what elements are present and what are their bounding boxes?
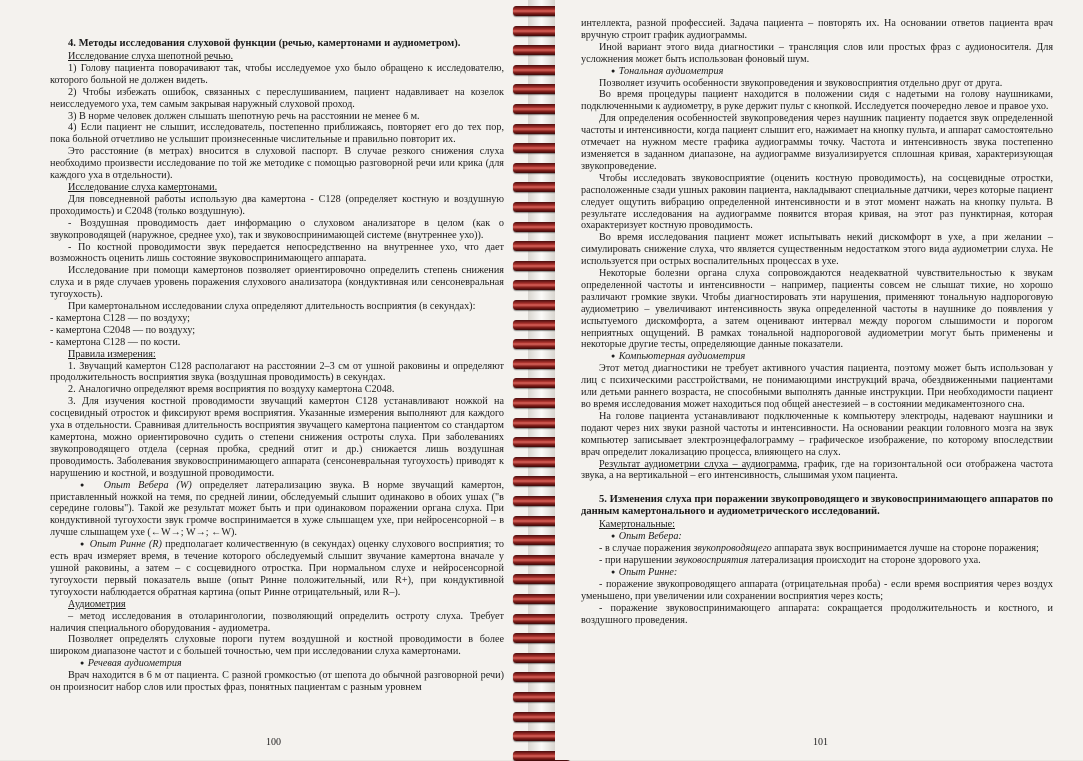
weber-text: определяет латерализацию звука. В норме звучащий камертон, приставленный ножкой на темя, по средней линии, обследуемый слышит одинаково в обоих ушах ("в середине головы"). Такой же результат может быть и при одинаковом поражении органа слуха. При кондуктивной тугоухости звук громче воспринимается в хуже слышащем ухе, при нейросенсорной – в лучше слышащем ухе (←W→; W→; ←W). <box>50 479 504 539</box>
left-page-text <box>50 38 504 694</box>
result-text: , график, где на горизонтальной оси отображена частота звука, а на вертикальной – его интенсивность, слышимая ухом пациента. <box>581 458 1054 482</box>
paragraph: – метод исследования в отоларингологии, позволяющий определить остроту слуха. Требует наличия специального оборудования - аудиометра. <box>50 610 504 634</box>
paragraph: Позволяет определять слуховые пороги путем воздушной и костной проводимости в более широком диапазоне частот и с большей точностью, чем при исследовании слуха камертонами. <box>50 634 504 658</box>
paragraph: - Воздушная проводимость дает информацию о слуховом анализаторе в целом (как о звукопроводящей (наружное, среднее ухо), так и звуковоспринимающей системе (внутреннее ухо)). <box>50 217 504 241</box>
paragraph: - поражение звуковоспринимающего аппарата: сокращается продолжительность и костного, и воздушного проведения. <box>581 602 1053 626</box>
computer-label: Компьютерная аудиометрия <box>618 351 746 363</box>
paragraph: Исследование при помощи камертонов позволяет ориентировочно определить степень снижения слуха и в ряде случаев уровень поражения слухового анализатора (кондуктивная или сенсоневральная тугоухость). <box>50 265 504 301</box>
right-page <box>555 0 1083 760</box>
text-part: - в случае поражения <box>599 543 694 555</box>
heading-section-4: 4. Методы исследования слуховой функции (речью, камертонами и аудиометром). <box>68 38 461 49</box>
bullet-rinne-right <box>581 567 1053 579</box>
weber-label-right: Опыт Вебера: <box>618 531 682 543</box>
text-part-em: звукопроводящего <box>693 543 772 555</box>
subheading-audiometry: Аудиометрия <box>68 598 126 610</box>
paragraph: 3. Для изучения костной проводимости звучащий камертон С128 устанавливают ножкой на сосцевидный отросток и фиксируют время восприятия. Указанные измерения выполняют для каждого уха в отдельности. Сравнивая длительность восприятия звучащего камертона пациентом со стандартом камертона, можно ориентировочно судить о степени снижения остроты слуха. При заболеваниях звукопроводящего отдела (серная пробка, средний отит и др.) снижается лишь воздушная проводимость. Заболевания звуковоспринимающего аппарата (сенсоневральная тугоухость) приводят к нарушению и костной, и воздушной проводимости. <box>50 396 504 479</box>
rinne-label: Опыт Ринне (R) <box>89 539 162 551</box>
tonal-label: Тональная аудиометрия <box>618 65 724 77</box>
list-item: - камертона С2048 — по воздуху; <box>50 324 196 336</box>
speech-label: Речевая аудиометрия <box>87 658 182 670</box>
paragraph: 2. Аналогично определяют время восприятия по воздуху камертона С2048. <box>68 384 395 396</box>
paragraph: 3) В норме человек должен слышать шепотную речь на расстоянии не менее 6 м. <box>68 110 420 122</box>
weber-label: Опыт Вебера (W) <box>103 479 192 491</box>
spiral-binding <box>528 0 555 760</box>
paragraph: Во время исследования пациент может испытывать некий дискомфорт в ухе, а при желании – симулировать снижение слуха, что является существенным недостатком этого вида аудиометрии слуха. Не используется при острых воспалительных процессах в ухе. <box>581 232 1053 268</box>
paragraph: Этот метод диагностики не требует активного участия пациента, поэтому может быть использован у лиц с психическими расстройствами, не понимающими инструкций врача, обездвиженными пациентами или детьми раннего возраста, не способными выполнять данные инструкции. При необходимости пациент во время исследования может находиться под общей анестезией – в состоянии медикаментозного сна. <box>581 363 1053 410</box>
page-number-right: 101 <box>813 737 828 748</box>
paragraph: При камертональном исследовании слуха определяют длительность восприятия (в секундах): <box>68 301 476 313</box>
bullet-weber <box>50 480 504 540</box>
paragraph-result <box>581 459 1053 483</box>
text-part-em: звуковосприятия <box>674 555 749 567</box>
text-part: аппарата звук воспринимается лучше на стороне поражения; <box>771 543 1039 555</box>
subheading-rules: Правила измерения: <box>68 348 156 360</box>
right-page-text <box>581 18 1053 627</box>
subheading-kamer: Камертональные: <box>599 519 675 531</box>
paragraph: Иной вариант этого вида диагностики – трансляция слов или простых фраз с аудионосителя. Для усложнения может быть использован фоновый шум. <box>581 41 1053 65</box>
heading-section-5: 5. Изменения слуха при поражении звукопроводящего и звуковоспринимающего аппаратов по данным камертонального и аудиометрического исследований. <box>581 494 1053 518</box>
bullet-rinne <box>50 539 504 599</box>
bullet-tonal <box>581 66 1053 78</box>
paragraph: На голове пациента устанавливают подключенные к компьютеру электроды, надевают наушники и подают через них звуки разной частоты и интенсивности. На основании реакции головного мозга на звук компьютер записывает электроэнцефалограмму – графическое изображение, по которому впоследствии врач определит локализацию процесса, влияющего на слух. <box>581 410 1053 458</box>
paragraph: Некоторые болезни органа слуха сопровождаются неадекватной чувствительностью к звукам определенной частоты и интенсивности – например, пациенты совсем не слышат тихие, но хорошо различают громкие звуки. Чтобы диагностировать эти нарушения, применяют тональную надпороговую аудиометрию – увеличивают интенсивность звука определенной частоты в наушнике до появления у испытуемого дискомфорта, а затем оценивают интервал между порогом слышимости и порогом неприятных ощущений. В рамках тональной надпороговой аудиометрии могут быть применены и некоторые другие тесты, определяющие данные показатели. <box>581 268 1053 351</box>
paragraph: - поражение звукопроводящего аппарата (отрицательная проба) - если время восприятия через воздух уменьшено, при увеличении или сохранении восприятия через кость; <box>581 578 1053 602</box>
rinne-label-right: Опыт Ринне: <box>618 566 678 578</box>
paragraph: Для определения особенностей звукопроведения через наушник пациенту подается звук определенной частоты и интенсивности, когда пациент слышит его, нажимает на кнопку пульта, и аппарат самостоятельно отмечает на нужном месте графика аудиограммы точку. Частота и интенсивность звука постепенно изменяется в заданном диапазоне, на аудиограмме визуализируется сплошная кривая, характеризующая звукопроведение. <box>581 113 1053 172</box>
paragraph: Это расстояние (в метрах) вносится в слуховой паспорт. В случае резкого снижения слуха необходимо произвести исследование по той же методике с помощью разговорной речи или крика (для каждого уха в отдельности). <box>50 146 504 182</box>
paragraph: Чтобы исследовать звуковосприятие (оценить костную проводимость), на сосцевидные отростки, расположенные сзади ушных раковин пациента, накладывают специальные датчики, через которые пациент следует ощутить вибрацию определенной интенсивности и в этот момент нажать на кнопку пульта. В результате исследования на аудиограмме появится вторая кривая, на этот раз пунктирная, которая охарактеризует костную проводимость. <box>581 172 1053 232</box>
paragraph: - По костной проводимости звук передается непосредственно на внутреннее ухо, что дает возможность оценить лишь состояние звуковоспринимающего аппарата. <box>50 241 504 265</box>
page-number-left: 100 <box>266 737 281 748</box>
paragraph: интеллекта, разной профессией. Задача пациента – повторять их. На основании ответов пациента врач вручную строит график аудиограммы. <box>581 18 1053 41</box>
subheading-tuning-fork: Исследование слуха камертонами. <box>68 181 218 193</box>
subheading-whisper: Исследование слуха шепотной речью. <box>68 51 234 62</box>
text-part: латерализация происходит на стороне здорового уха. <box>748 555 981 567</box>
bullet-weber-right <box>581 531 1053 543</box>
paragraph <box>581 555 1053 567</box>
paragraph: 4) Если пациент не слышит, исследователь, постепенно приближаясь, повторяет его до тех пор, пока больной отчетливо не услышит произнесенные числительные и правильно повторит их. <box>50 122 504 146</box>
paragraph: Позволяет изучить особенности звукопроведения и звуковосприятия отдельно друг от друга. <box>599 77 1003 89</box>
bullet-speech-audiometry <box>50 658 504 670</box>
paragraph: Во время процедуры пациент находится в положении сидя с надетыми на голову наушниками, подключенными к аудиометру, в руке держит пульт с кнопкой. Исследуется поочередно левое и правое ухо. <box>581 89 1053 113</box>
paragraph: 1) Голову пациента поворачивают так, чтобы исследуемое ухо было обращено к исследователю, которого больной не должен видеть. <box>50 62 504 86</box>
list-item: - камертона С128 — по кости. <box>50 336 181 348</box>
rinne-text: предполагает количественную (в секундах) оценку слухового восприятия; то есть врач измеряет время, в течение которого обследуемый слышит звучание камертона вначале у ушной раковины, а затем – с сосцевидного отростка. При нормальном слухе и нейросенсорной тугоухости первый показатель выше (опыт Ринне положительный, или R+), при кондуктивной тугоухости наблюдается обратная картина (опыт Ринне отрицательный, или R–). <box>50 539 504 598</box>
left-page <box>0 0 528 760</box>
paragraph: Врач находится в 6 м от пациента. С разной громкостью (от шепота до обычной разговорной речи) он произносит набор слов или простых фраз, понятных пациентам с разным уровнем <box>50 670 504 694</box>
text-part: - при нарушении <box>599 555 675 567</box>
list-item: - камертона С128 — по воздуху; <box>50 312 191 324</box>
paragraph <box>581 543 1053 555</box>
paragraph: 1. Звучащий камертон С128 располагают на расстоянии 2–3 см от ушной раковины и определяют продолжительность восприятия звука (воздушная проводимость) в секундах. <box>50 360 504 384</box>
paragraph: 2) Чтобы избежать ошибок, связанных с переслушиванием, пациент надавливает на козелок неисследуемого уха, тем самым закрывая наружный слуховой проход. <box>50 86 504 110</box>
result-underlined: Результат аудиометрии слуха – аудиограмма <box>599 458 798 470</box>
paragraph: Для повседневной работы использую два камертона - С128 (определяет костную и воздушную проходимость) и С2048 (только воздушную). <box>50 193 504 217</box>
bullet-computer <box>581 351 1053 363</box>
